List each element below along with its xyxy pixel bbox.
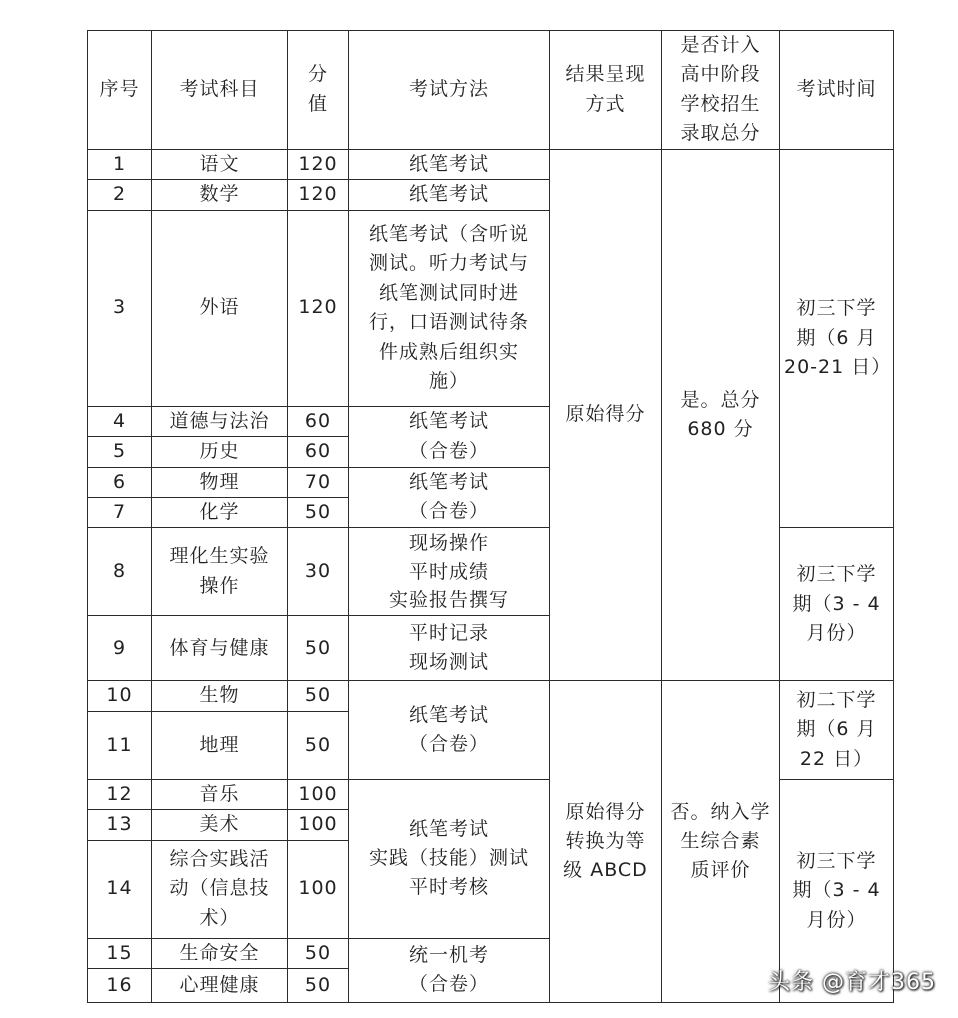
cell-subject: 道德与法治: [152, 406, 288, 436]
cell-method: 纸笔考试: [349, 149, 550, 179]
header-time: 考试时间: [780, 31, 894, 150]
cell-subject: 美术: [152, 810, 288, 840]
cell-seq: 1: [88, 149, 152, 179]
cell-count-yes: 是。总分 680 分: [662, 149, 780, 681]
cell-method: 纸笔考试: [349, 180, 550, 210]
cell-subject: 外语: [152, 210, 288, 406]
cell-score: 60: [288, 406, 349, 436]
cell-method: 纸笔考试 （合卷）: [349, 681, 550, 779]
cell-seq: 7: [88, 497, 152, 527]
cell-subject: 生物: [152, 681, 288, 711]
cell-score: 120: [288, 210, 349, 406]
cell-seq: 11: [88, 711, 152, 779]
cell-subject: 历史: [152, 437, 288, 467]
cell-seq: 3: [88, 210, 152, 406]
header-score: 分 值: [288, 31, 349, 150]
watermark: 头条 @育才365: [768, 970, 936, 995]
cell-score: 60: [288, 437, 349, 467]
cell-method: 纸笔考试 实践（技能）测试 平时考核: [349, 779, 550, 938]
cell-time-group3: 初二下学 期（6 月 22 日）: [780, 681, 894, 779]
header-seq: 序号: [88, 31, 152, 150]
cell-score: 120: [288, 180, 349, 210]
cell-subject: 体育与健康: [152, 616, 288, 681]
cell-score: 50: [288, 681, 349, 711]
cell-seq: 4: [88, 406, 152, 436]
header-row: [88, 31, 894, 150]
cell-score: 50: [288, 497, 349, 527]
cell-seq: 5: [88, 437, 152, 467]
table-row: [88, 149, 894, 179]
header-count: 是否计入 高中阶段 学校招生 录取总分: [662, 31, 780, 150]
cell-score: 100: [288, 779, 349, 809]
cell-subject: 语文: [152, 149, 288, 179]
cell-seq: 15: [88, 938, 152, 968]
cell-time-group4: 初三下学 期（3 - 4 月份）: [780, 779, 894, 1002]
header-result: 结果呈现 方式: [550, 31, 662, 150]
cell-score: 100: [288, 840, 349, 938]
cell-result-grade: 原始得分 转换为等 级 ABCD: [550, 681, 662, 1003]
cell-method: 纸笔考试 （合卷）: [349, 467, 550, 528]
cell-subject: 物理: [152, 467, 288, 497]
header-subject: 考试科目: [152, 31, 288, 150]
cell-method: 现场操作 平时成绩 实验报告撰写: [349, 528, 550, 616]
cell-count-no: 否。纳入学 生综合素 质评价: [662, 681, 780, 1003]
header-method: 考试方法: [349, 31, 550, 150]
cell-subject: 地理: [152, 711, 288, 779]
cell-method: 纸笔考试 （合卷）: [349, 406, 550, 467]
cell-subject: 音乐: [152, 779, 288, 809]
cell-seq: 9: [88, 616, 152, 681]
cell-seq: 8: [88, 528, 152, 616]
cell-seq: 14: [88, 840, 152, 938]
cell-time-group1: 初三下学 期（6 月 20-21 日）: [780, 149, 894, 528]
cell-score: 50: [288, 969, 349, 1003]
cell-method: 统一机考 （合卷）: [349, 938, 550, 1002]
cell-subject: 理化生实验 操作: [152, 528, 288, 616]
cell-score: 50: [288, 616, 349, 681]
cell-seq: 13: [88, 810, 152, 840]
cell-score: 50: [288, 711, 349, 779]
cell-method: 纸笔考试（含听说 测试。听力考试与 纸笔测试同时进 行，口语测试待条 件成熟后组织实 施）: [349, 210, 550, 406]
cell-subject: 化学: [152, 497, 288, 527]
cell-seq: 16: [88, 969, 152, 1003]
cell-subject: 生命安全: [152, 938, 288, 968]
cell-score: 120: [288, 149, 349, 179]
cell-method: 平时记录 现场测试: [349, 616, 550, 681]
cell-result-raw: 原始得分: [550, 149, 662, 681]
cell-seq: 6: [88, 467, 152, 497]
exam-subjects-table: [87, 30, 894, 1003]
cell-score: 100: [288, 810, 349, 840]
cell-seq: 2: [88, 180, 152, 210]
cell-seq: 12: [88, 779, 152, 809]
cell-score: 50: [288, 938, 349, 968]
cell-subject: 心理健康: [152, 969, 288, 1003]
cell-score: 70: [288, 467, 349, 497]
cell-subject: 数学: [152, 180, 288, 210]
cell-seq: 10: [88, 681, 152, 711]
cell-score: 30: [288, 528, 349, 616]
table-row: [88, 681, 894, 711]
cell-subject: 综合实践活 动（信息技 术）: [152, 840, 288, 938]
cell-time-group2: 初三下学 期（3 - 4 月份）: [780, 528, 894, 681]
